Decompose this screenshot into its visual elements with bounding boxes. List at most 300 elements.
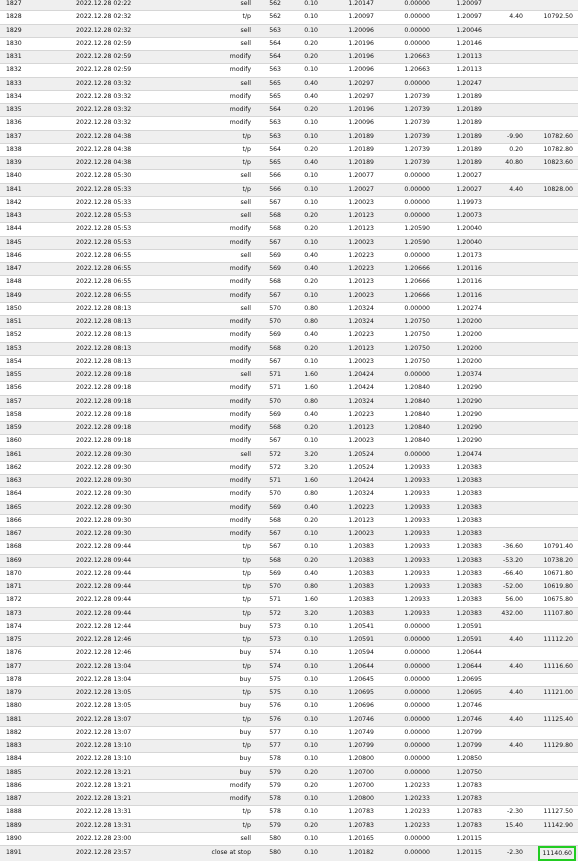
deal-type-cell: buy	[174, 753, 253, 766]
table-row[interactable]	[0, 581, 578, 594]
stop-loss-cell: 1.20663	[376, 64, 432, 77]
take-profit-cell: 1.20073	[432, 210, 484, 223]
deal-type-cell: modify	[174, 488, 253, 501]
profit-cell	[484, 382, 525, 395]
table-row[interactable]	[0, 342, 578, 355]
take-profit-cell: 1.20116	[432, 276, 484, 289]
deal-number-cell: 1891	[0, 846, 74, 861]
table-row[interactable]	[0, 130, 578, 143]
profit-cell	[484, 223, 525, 236]
order-number-cell: 564	[253, 104, 283, 117]
table-row[interactable]	[0, 369, 578, 382]
deal-type-cell: t/p	[174, 567, 253, 580]
table-row[interactable]	[0, 687, 578, 700]
table-row[interactable]	[0, 634, 578, 647]
table-row[interactable]	[0, 249, 578, 262]
table-row[interactable]	[0, 766, 578, 779]
profit-cell: -53.20	[484, 554, 525, 567]
balance-cell	[525, 514, 578, 527]
price-cell: 1.20383	[320, 581, 376, 594]
table-row[interactable]	[0, 157, 578, 170]
stop-loss-cell: 0.00000	[376, 832, 432, 845]
order-number-cell: 569	[253, 263, 283, 276]
order-number-cell: 580	[253, 846, 283, 861]
order-number-cell: 567	[253, 435, 283, 448]
price-cell: 1.20096	[320, 117, 376, 130]
table-row[interactable]	[0, 726, 578, 739]
deal-type-cell: modify	[174, 382, 253, 395]
stop-loss-cell: 1.20933	[376, 541, 432, 554]
table-row[interactable]	[0, 77, 578, 90]
deal-number-cell: 1828	[0, 11, 74, 24]
price-cell: 1.20594	[320, 647, 376, 660]
balance-cell	[525, 77, 578, 90]
table-row[interactable]	[0, 196, 578, 209]
order-number-cell: 576	[253, 700, 283, 713]
profit-cell	[484, 422, 525, 435]
table-row[interactable]	[0, 793, 578, 806]
stop-loss-cell: 1.20933	[376, 581, 432, 594]
stop-loss-cell: 0.00000	[376, 660, 432, 673]
balance-cell	[525, 647, 578, 660]
deal-type-cell: sell	[174, 249, 253, 262]
order-number-cell: 572	[253, 607, 283, 620]
table-row[interactable]	[0, 210, 578, 223]
profit-cell: 0.20	[484, 143, 525, 156]
take-profit-cell: 1.20799	[432, 740, 484, 753]
table-row[interactable]	[0, 700, 578, 713]
table-row[interactable]	[0, 51, 578, 64]
deal-type-cell: sell	[174, 302, 253, 315]
deal-time-cell: 2022.12.28 08:13	[74, 302, 174, 315]
price-cell: 1.20096	[320, 64, 376, 77]
table-row[interactable]	[0, 554, 578, 567]
price-cell: 1.20800	[320, 793, 376, 806]
deal-time-cell: 2022.12.28 13:05	[74, 700, 174, 713]
deal-number-cell: 1866	[0, 514, 74, 527]
price-cell: 1.20799	[320, 740, 376, 753]
profit-cell: -66.40	[484, 567, 525, 580]
deal-time-cell: 2022.12.28 12:46	[74, 647, 174, 660]
table-row[interactable]	[0, 382, 578, 395]
price-cell: 1.20223	[320, 263, 376, 276]
deal-number-cell: 1847	[0, 263, 74, 276]
order-number-cell: 570	[253, 395, 283, 408]
table-row[interactable]	[0, 11, 578, 24]
deal-type-cell: sell	[174, 832, 253, 845]
profit-cell	[484, 236, 525, 249]
deal-type-cell: t/p	[174, 581, 253, 594]
price-cell: 1.20123	[320, 422, 376, 435]
take-profit-cell: 1.20783	[432, 793, 484, 806]
take-profit-cell: 1.20383	[432, 607, 484, 620]
volume-cell: 0.10	[283, 660, 320, 673]
order-number-cell: 568	[253, 223, 283, 236]
take-profit-cell: 1.20040	[432, 236, 484, 249]
balance-cell	[525, 753, 578, 766]
stop-loss-cell: 0.00000	[376, 24, 432, 37]
balance-cell: 10782.60	[525, 130, 578, 143]
order-number-cell: 566	[253, 170, 283, 183]
take-profit-cell: 1.20115	[432, 846, 484, 861]
volume-cell: 0.10	[283, 713, 320, 726]
profit-cell	[484, 673, 525, 686]
deal-type-cell: modify	[174, 779, 253, 792]
table-row[interactable]	[0, 183, 578, 196]
take-profit-cell: 1.20746	[432, 713, 484, 726]
table-row[interactable]	[0, 117, 578, 130]
balance-cell	[525, 196, 578, 209]
price-cell: 1.20023	[320, 355, 376, 368]
stop-loss-cell: 1.20739	[376, 157, 432, 170]
profit-cell: -9.90	[484, 130, 525, 143]
deal-time-cell: 2022.12.28 06:55	[74, 289, 174, 302]
price-cell: 1.20749	[320, 726, 376, 739]
take-profit-cell: 1.20383	[432, 554, 484, 567]
order-number-cell: 562	[253, 0, 283, 11]
order-number-cell: 568	[253, 554, 283, 567]
deal-type-cell: t/p	[174, 541, 253, 554]
volume-cell: 0.40	[283, 329, 320, 342]
table-row[interactable]	[0, 329, 578, 342]
volume-cell: 0.10	[283, 647, 320, 660]
take-profit-cell: 1.20290	[432, 395, 484, 408]
order-number-cell: 574	[253, 660, 283, 673]
table-row[interactable]	[0, 408, 578, 421]
stop-loss-cell: 1.20840	[376, 395, 432, 408]
deal-number-cell: 1877	[0, 660, 74, 673]
stop-loss-cell: 1.20933	[376, 594, 432, 607]
take-profit-cell: 1.20383	[432, 528, 484, 541]
table-row[interactable]	[0, 236, 578, 249]
take-profit-cell: 1.20189	[432, 157, 484, 170]
deal-type-cell: modify	[174, 51, 253, 64]
table-row[interactable]	[0, 832, 578, 845]
table-row[interactable]	[0, 302, 578, 315]
profit-cell	[484, 210, 525, 223]
take-profit-cell: 1.20113	[432, 51, 484, 64]
take-profit-cell: 1.20097	[432, 0, 484, 11]
deal-time-cell: 2022.12.28 05:53	[74, 223, 174, 236]
take-profit-cell: 1.20383	[432, 581, 484, 594]
stop-loss-cell: 1.20233	[376, 806, 432, 819]
deal-number-cell: 1848	[0, 276, 74, 289]
deal-number-cell: 1857	[0, 395, 74, 408]
deal-type-cell: modify	[174, 329, 253, 342]
stop-loss-cell: 0.00000	[376, 0, 432, 11]
volume-cell: 0.40	[283, 90, 320, 103]
volume-cell: 0.10	[283, 435, 320, 448]
volume-cell: 0.10	[283, 11, 320, 24]
volume-cell: 0.10	[283, 170, 320, 183]
table-row[interactable]	[0, 594, 578, 607]
deal-time-cell: 2022.12.28 02:59	[74, 51, 174, 64]
table-row[interactable]	[0, 143, 578, 156]
deal-time-cell: 2022.12.28 13:21	[74, 766, 174, 779]
table-row[interactable]	[0, 846, 578, 861]
deal-number-cell: 1878	[0, 673, 74, 686]
deal-type-cell: sell	[174, 196, 253, 209]
price-cell: 1.20196	[320, 51, 376, 64]
profit-cell	[484, 395, 525, 408]
table-row[interactable]	[0, 422, 578, 435]
balance-cell	[525, 223, 578, 236]
volume-cell: 1.60	[283, 475, 320, 488]
table-row[interactable]	[0, 660, 578, 673]
take-profit-cell: 1.20097	[432, 11, 484, 24]
balance-cell: 10675.80	[525, 594, 578, 607]
deal-number-cell: 1865	[0, 501, 74, 514]
price-cell: 1.20023	[320, 528, 376, 541]
deal-time-cell: 2022.12.28 09:18	[74, 408, 174, 421]
table-row[interactable]	[0, 647, 578, 660]
table-row[interactable]	[0, 448, 578, 461]
deal-time-cell: 2022.12.28 09:44	[74, 594, 174, 607]
table-row[interactable]	[0, 0, 578, 11]
deal-number-cell: 1886	[0, 779, 74, 792]
deal-type-cell: t/p	[174, 183, 253, 196]
balance-cell: 10782.80	[525, 143, 578, 156]
deal-number-cell: 1879	[0, 687, 74, 700]
price-cell: 1.20783	[320, 806, 376, 819]
deal-type-cell: modify	[174, 263, 253, 276]
table-row[interactable]	[0, 740, 578, 753]
volume-cell: 0.40	[283, 501, 320, 514]
table-row[interactable]	[0, 673, 578, 686]
take-profit-cell: 1.20046	[432, 24, 484, 37]
deal-number-cell: 1871	[0, 581, 74, 594]
take-profit-cell: 1.20383	[432, 475, 484, 488]
balance-cell	[525, 700, 578, 713]
order-number-cell: 564	[253, 51, 283, 64]
table-row[interactable]	[0, 395, 578, 408]
volume-cell: 0.40	[283, 77, 320, 90]
table-row[interactable]	[0, 501, 578, 514]
table-row[interactable]	[0, 713, 578, 726]
balance-cell	[525, 289, 578, 302]
take-profit-cell: 1.20290	[432, 382, 484, 395]
stop-loss-cell: 1.20933	[376, 501, 432, 514]
profit-cell	[484, 316, 525, 329]
balance-cell	[525, 64, 578, 77]
price-cell: 1.20383	[320, 607, 376, 620]
table-row[interactable]	[0, 620, 578, 633]
order-number-cell: 567	[253, 528, 283, 541]
table-row[interactable]	[0, 90, 578, 103]
price-cell: 1.20383	[320, 554, 376, 567]
deal-type-cell: sell	[174, 448, 253, 461]
deal-type-cell: t/p	[174, 740, 253, 753]
price-cell: 1.20196	[320, 37, 376, 50]
profit-cell	[484, 90, 525, 103]
order-number-cell: 570	[253, 488, 283, 501]
price-cell: 1.20541	[320, 620, 376, 633]
take-profit-cell: 1.20799	[432, 726, 484, 739]
profit-cell	[484, 117, 525, 130]
order-number-cell: 562	[253, 11, 283, 24]
price-cell: 1.20645	[320, 673, 376, 686]
deal-type-cell: t/p	[174, 594, 253, 607]
volume-cell: 0.10	[283, 64, 320, 77]
profit-cell	[484, 355, 525, 368]
take-profit-cell: 1.20383	[432, 594, 484, 607]
deal-type-cell: sell	[174, 0, 253, 11]
table-row[interactable]	[0, 514, 578, 527]
volume-cell: 0.20	[283, 819, 320, 832]
deal-time-cell: 2022.12.28 04:38	[74, 157, 174, 170]
profit-cell	[484, 461, 525, 474]
volume-cell: 0.10	[283, 183, 320, 196]
deal-time-cell: 2022.12.28 08:13	[74, 329, 174, 342]
price-cell: 1.20123	[320, 276, 376, 289]
volume-cell: 0.20	[283, 37, 320, 50]
deal-time-cell: 2022.12.28 05:33	[74, 196, 174, 209]
take-profit-cell: 1.20173	[432, 249, 484, 262]
balance-cell	[525, 422, 578, 435]
table-row[interactable]	[0, 276, 578, 289]
deal-type-cell: modify	[174, 223, 253, 236]
deal-number-cell: 1831	[0, 51, 74, 64]
stop-loss-cell: 1.20739	[376, 117, 432, 130]
table-row[interactable]	[0, 355, 578, 368]
stop-loss-cell: 0.00000	[376, 302, 432, 315]
table-row[interactable]	[0, 753, 578, 766]
price-cell: 1.20223	[320, 501, 376, 514]
order-number-cell: 578	[253, 806, 283, 819]
table-row[interactable]	[0, 541, 578, 554]
volume-cell: 0.10	[283, 541, 320, 554]
deal-number-cell: 1841	[0, 183, 74, 196]
stop-loss-cell: 0.00000	[376, 210, 432, 223]
order-number-cell: 563	[253, 117, 283, 130]
deal-time-cell: 2022.12.28 09:30	[74, 514, 174, 527]
table-row[interactable]	[0, 263, 578, 276]
deal-number-cell: 1872	[0, 594, 74, 607]
profit-cell	[484, 289, 525, 302]
price-cell: 1.20123	[320, 342, 376, 355]
take-profit-cell: 1.20374	[432, 369, 484, 382]
deal-time-cell: 2022.12.28 09:18	[74, 369, 174, 382]
stop-loss-cell: 1.20739	[376, 90, 432, 103]
order-number-cell: 579	[253, 779, 283, 792]
profit-cell	[484, 249, 525, 262]
stop-loss-cell: 1.20840	[376, 422, 432, 435]
price-cell: 1.20746	[320, 713, 376, 726]
deal-type-cell: buy	[174, 620, 253, 633]
order-number-cell: 572	[253, 461, 283, 474]
table-row[interactable]	[0, 289, 578, 302]
deal-time-cell: 2022.12.28 05:30	[74, 170, 174, 183]
take-profit-cell: 1.20695	[432, 687, 484, 700]
deal-number-cell: 1885	[0, 766, 74, 779]
profit-cell	[484, 329, 525, 342]
stop-loss-cell: 0.00000	[376, 249, 432, 262]
volume-cell: 0.20	[283, 554, 320, 567]
table-row[interactable]	[0, 607, 578, 620]
price-cell: 1.20196	[320, 104, 376, 117]
order-number-cell: 575	[253, 687, 283, 700]
volume-cell: 0.20	[283, 51, 320, 64]
table-row[interactable]	[0, 24, 578, 37]
deal-number-cell: 1839	[0, 157, 74, 170]
price-cell: 1.20524	[320, 461, 376, 474]
order-number-cell: 567	[253, 236, 283, 249]
deal-type-cell: t/p	[174, 157, 253, 170]
take-profit-cell: 1.20027	[432, 170, 484, 183]
volume-cell: 0.10	[283, 673, 320, 686]
deal-time-cell: 2022.12.28 04:38	[74, 143, 174, 156]
table-row[interactable]	[0, 475, 578, 488]
table-row[interactable]	[0, 461, 578, 474]
stop-loss-cell: 1.20666	[376, 276, 432, 289]
deal-time-cell: 2022.12.28 09:18	[74, 422, 174, 435]
table-row[interactable]	[0, 170, 578, 183]
table-row[interactable]	[0, 435, 578, 448]
order-number-cell: 563	[253, 24, 283, 37]
table-row[interactable]	[0, 567, 578, 580]
table-row[interactable]	[0, 64, 578, 77]
stop-loss-cell: 1.20750	[376, 355, 432, 368]
table-row[interactable]	[0, 819, 578, 832]
profit-cell	[484, 832, 525, 845]
deal-type-cell: modify	[174, 64, 253, 77]
deal-number-cell: 1874	[0, 620, 74, 633]
volume-cell: 3.20	[283, 448, 320, 461]
take-profit-cell: 1.20644	[432, 647, 484, 660]
profit-cell: 4.40	[484, 713, 525, 726]
deal-type-cell: modify	[174, 475, 253, 488]
deal-number-cell: 1838	[0, 143, 74, 156]
balance-cell	[525, 104, 578, 117]
deal-type-cell: t/p	[174, 130, 253, 143]
order-number-cell: 564	[253, 143, 283, 156]
deal-number-cell: 1862	[0, 461, 74, 474]
deal-time-cell: 2022.12.28 12:46	[74, 634, 174, 647]
order-number-cell: 574	[253, 647, 283, 660]
deal-time-cell: 2022.12.28 05:53	[74, 236, 174, 249]
volume-cell: 0.10	[283, 806, 320, 819]
deal-number-cell: 1853	[0, 342, 74, 355]
balance-cell	[525, 329, 578, 342]
deal-type-cell: modify	[174, 289, 253, 302]
take-profit-cell: 1.20290	[432, 435, 484, 448]
table-row[interactable]	[0, 806, 578, 819]
order-number-cell: 569	[253, 408, 283, 421]
table-row[interactable]	[0, 37, 578, 50]
table-row[interactable]	[0, 223, 578, 236]
deal-number-cell: 1861	[0, 448, 74, 461]
order-number-cell: 569	[253, 501, 283, 514]
profit-cell: 4.40	[484, 183, 525, 196]
table-row[interactable]	[0, 104, 578, 117]
profit-cell: -36.60	[484, 541, 525, 554]
deal-time-cell: 2022.12.28 09:44	[74, 567, 174, 580]
table-row[interactable]	[0, 528, 578, 541]
price-cell: 1.20147	[320, 0, 376, 11]
balance-cell	[525, 369, 578, 382]
balance-cell	[525, 779, 578, 792]
table-row[interactable]	[0, 488, 578, 501]
price-cell: 1.20591	[320, 634, 376, 647]
table-row[interactable]	[0, 779, 578, 792]
deal-type-cell: t/p	[174, 819, 253, 832]
take-profit-cell: 1.20115	[432, 832, 484, 845]
stop-loss-cell: 0.00000	[376, 726, 432, 739]
balance-cell	[525, 302, 578, 315]
take-profit-cell: 1.20383	[432, 488, 484, 501]
table-row[interactable]	[0, 316, 578, 329]
order-number-cell: 575	[253, 673, 283, 686]
